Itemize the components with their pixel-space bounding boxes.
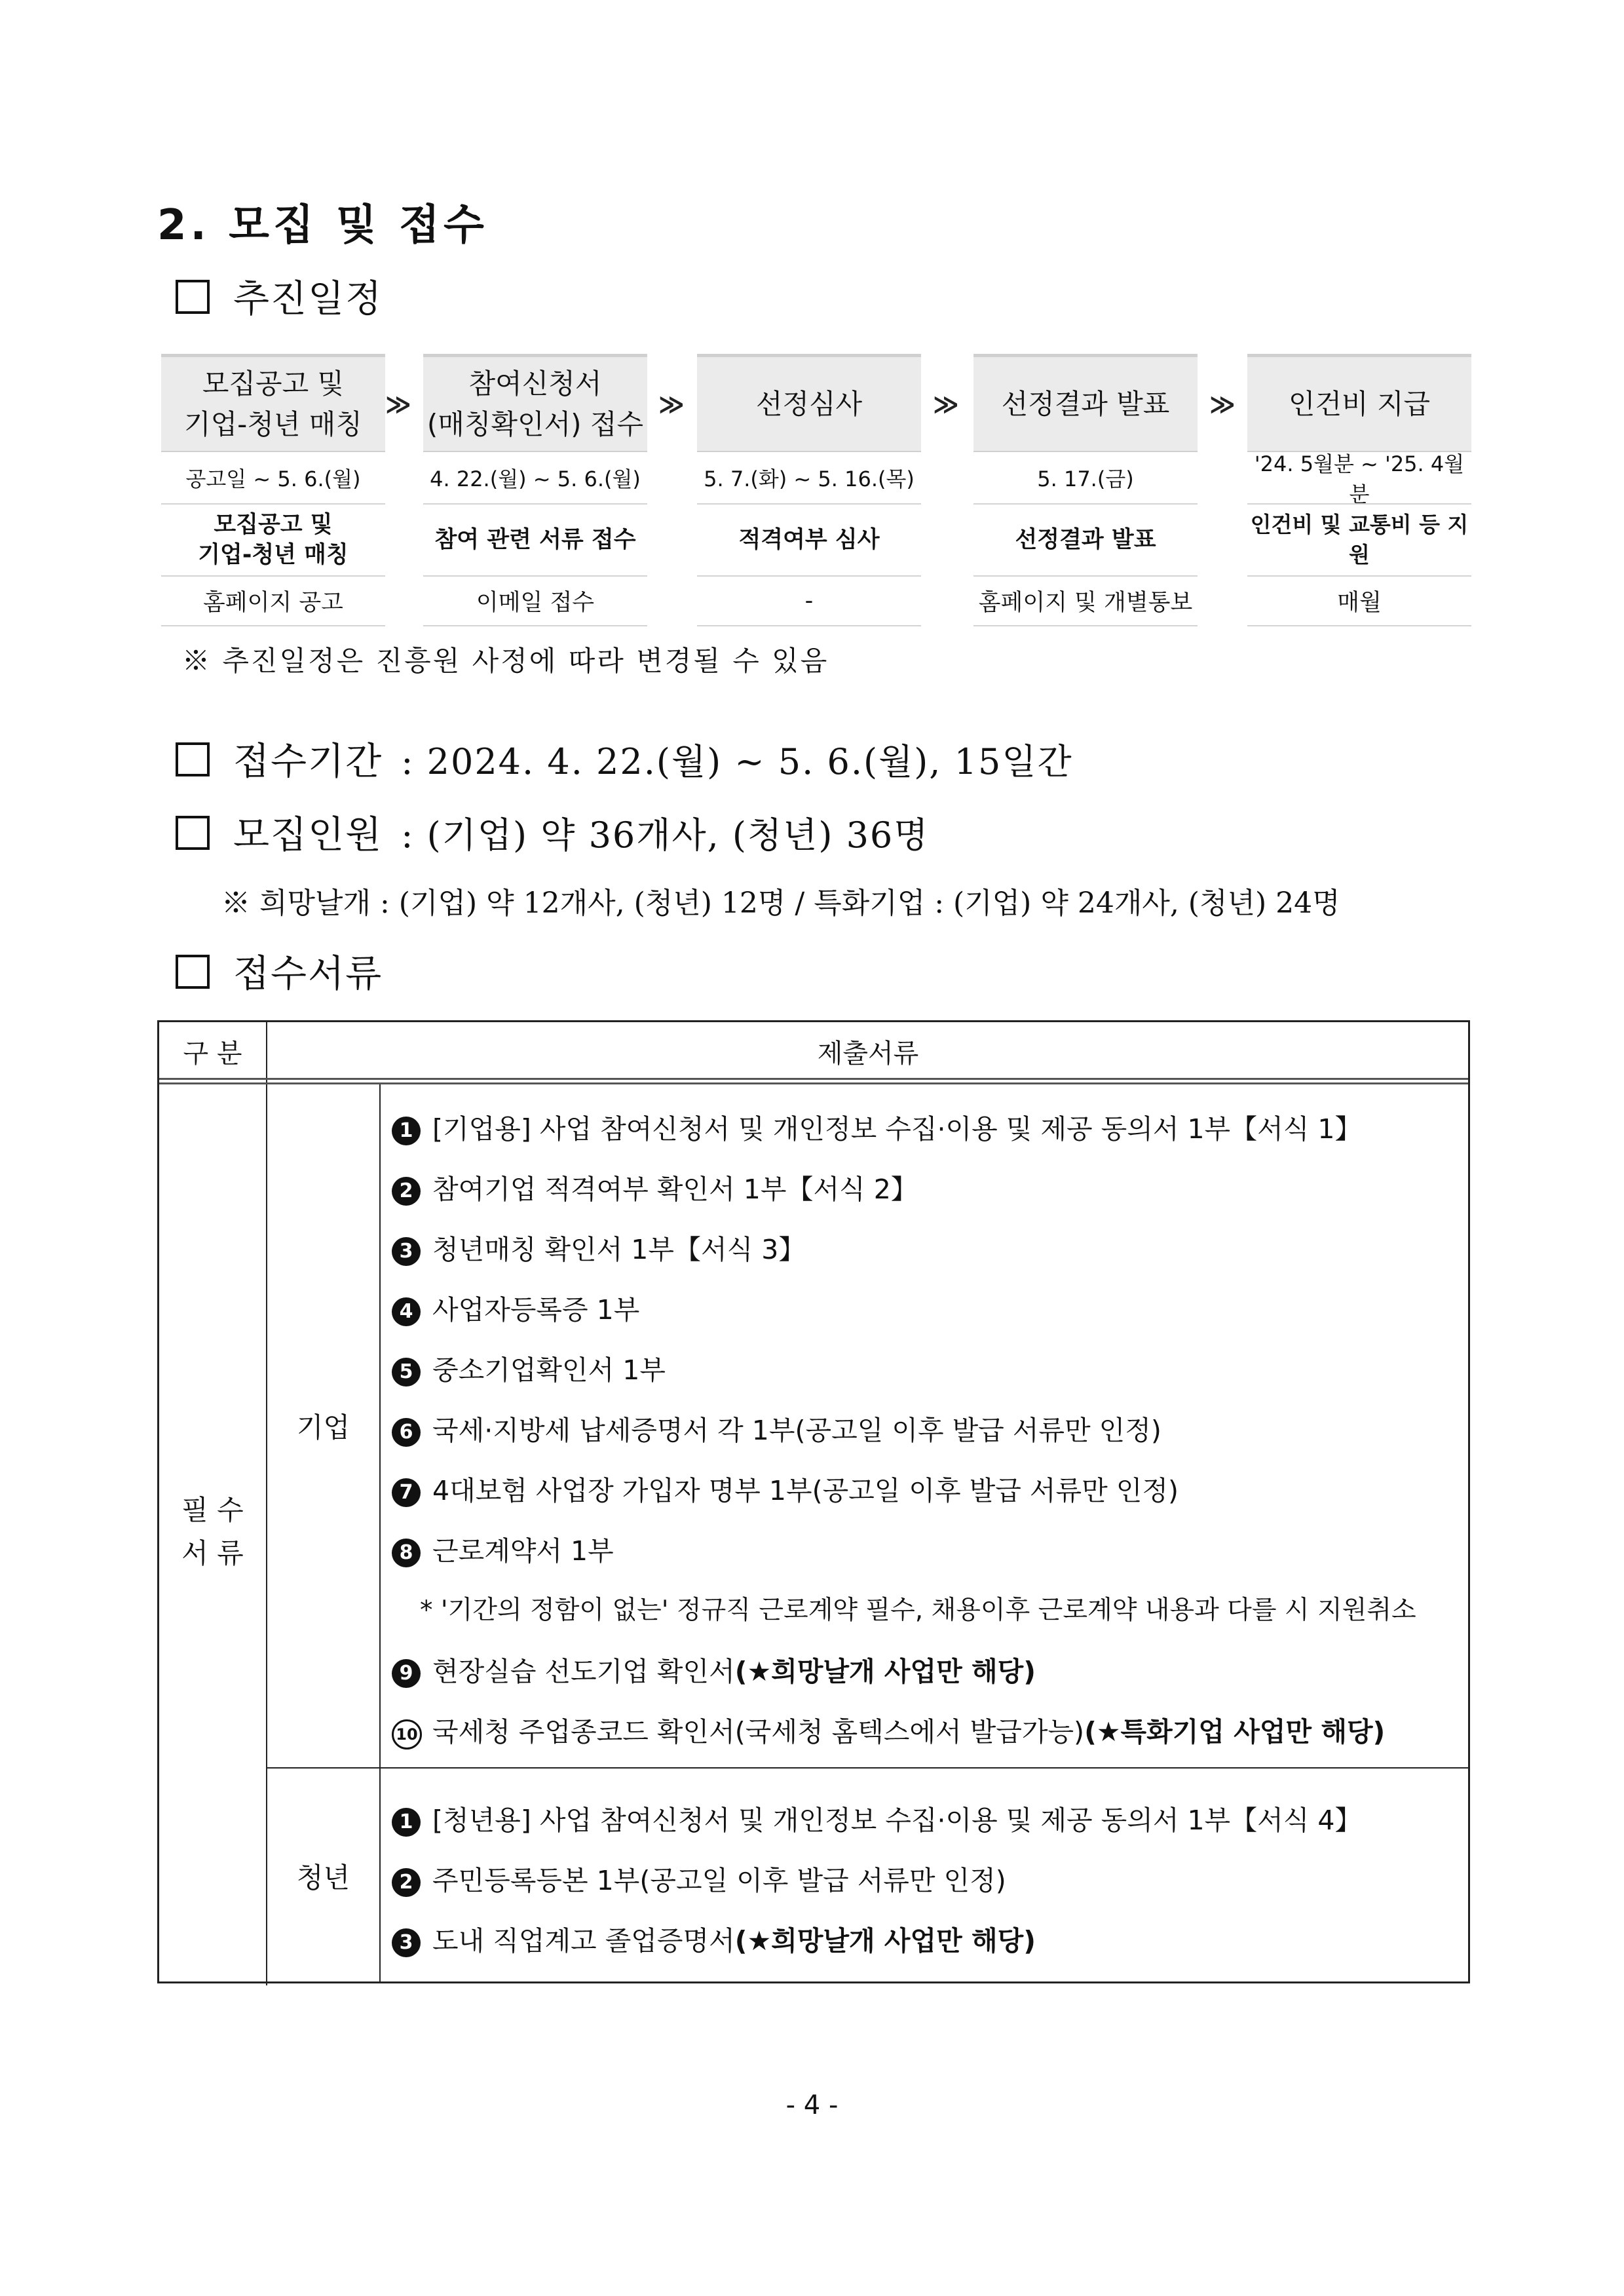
item-number-icon: 2	[392, 1868, 421, 1897]
list-item: 7 4대보험 사업장 가입자 명부 1부(공고일 이후 발급 서류만 인정)	[392, 1469, 1179, 1508]
schedule-step	[423, 354, 647, 626]
section-title: 2. 모집 및 접수	[157, 201, 488, 250]
documents-heading: 접수서류	[176, 944, 383, 997]
checkbox-square-icon	[176, 816, 210, 850]
step-method: 이메일 접수	[423, 577, 647, 626]
contract-sub-note: * '기간의 정함이 없는' 정규직 근로계약 필수, 채용이후 근로계약 내용과 다를 시 지원취소	[420, 1596, 1416, 1625]
list-item: 3 청년매칭 확인서 1부【서식 3】	[392, 1228, 805, 1267]
step-name: 참여신청서 (매칭확인서) 접수	[423, 354, 647, 452]
group-label-required: 필 수 서 류	[181, 1494, 244, 1569]
item-number-icon: 10	[392, 1719, 422, 1750]
row-divider	[266, 1767, 1470, 1769]
step-desc: 선정결과 발표	[973, 505, 1198, 577]
list-item: 8 근로계약서 1부	[392, 1529, 614, 1568]
chevron-right-icon: ≫	[933, 390, 959, 419]
item-number-icon: 1	[392, 1808, 421, 1837]
step-name: 모집공고 및 기업-청년 매칭	[161, 354, 385, 452]
step-method: -	[697, 577, 921, 626]
step-desc: 참여 관련 서류 접수	[423, 505, 647, 577]
chevron-right-icon: ≫	[1209, 390, 1236, 419]
item-number-icon: 4	[392, 1297, 421, 1326]
header-documents: 제출서류	[817, 1038, 919, 1069]
checkbox-square-icon	[176, 280, 210, 314]
step-date: 5. 7.(화) ~ 5. 16.(목)	[697, 452, 921, 505]
page-number: - 4 -	[785, 2090, 839, 2120]
list-item: 3 도내 직업계고 졸업증명서(★희망날개 사업만 해당)	[392, 1919, 1036, 1958]
youth-label: 청년	[296, 1862, 350, 1894]
list-item: 1 [청년용] 사업 참여신청서 및 개인정보 수집·이용 및 제공 동의서 1부【서식 4】	[392, 1799, 1362, 1837]
item-number-icon: 9	[392, 1659, 421, 1688]
schedule-note: ※ 추진일정은 진흥원 사정에 따라 변경될 수 있음	[182, 645, 829, 677]
documents-table	[157, 1020, 1470, 1983]
step-date: 4. 22.(월) ~ 5. 6.(월)	[423, 452, 647, 505]
recruit-note: ※ 희망날개 : (기업) 약 12개사, (청년) 12명 / 특화기업 : (기업) 약 24개사, (청년) 24명	[221, 887, 1340, 920]
recruit-line: 모집인원 : (기업) 약 36개사, (청년) 36명	[176, 805, 929, 858]
chevron-right-icon: ≫	[385, 390, 411, 419]
list-item: 1 [기업용] 사업 참여신청서 및 개인정보 수집·이용 및 제공 동의서 1부【서식 1】	[392, 1107, 1362, 1146]
step-date: 공고일 ~ 5. 6.(월)	[161, 452, 385, 505]
checkbox-square-icon	[176, 742, 210, 776]
item-number-icon: 3	[392, 1928, 421, 1957]
item-number-icon: 2	[392, 1177, 421, 1206]
item-number-icon: 6	[392, 1418, 421, 1447]
item-number-icon: 3	[392, 1237, 421, 1266]
schedule-step	[697, 354, 921, 626]
step-name: 인건비 지급	[1247, 354, 1471, 452]
step-method: 홈페이지 공고	[161, 577, 385, 626]
step-desc: 인건비 및 교통비 등 지원	[1247, 505, 1471, 577]
step-date: '24. 5월분 ~ '25. 4월분	[1247, 452, 1471, 505]
step-desc: 모집공고 및 기업-청년 매칭	[161, 505, 385, 577]
step-method: 매월	[1247, 577, 1471, 626]
schedule-step	[1247, 354, 1471, 626]
schedule-step	[161, 354, 385, 626]
schedule-step	[973, 354, 1198, 626]
list-item: 4 사업자등록증 1부	[392, 1288, 639, 1327]
chevron-right-icon: ≫	[658, 390, 685, 419]
step-method: 홈페이지 및 개별통보	[973, 577, 1198, 626]
list-item: 5 중소기업확인서 1부	[392, 1349, 666, 1387]
column-divider	[379, 1084, 381, 1983]
item-number-icon: 7	[392, 1478, 421, 1507]
header-category: 구 분	[183, 1038, 242, 1069]
step-date: 5. 17.(금)	[973, 452, 1198, 505]
header-divider	[159, 1078, 1468, 1084]
list-item: 2 주민등록등본 1부(공고일 이후 발급 서류만 인정)	[392, 1859, 1006, 1898]
item-number-icon: 1	[392, 1117, 421, 1145]
list-item: 6 국세·지방세 납세증명서 각 1부(공고일 이후 발급 서류만 인정)	[392, 1409, 1161, 1447]
step-desc: 적격여부 심사	[697, 505, 921, 577]
company-label: 기업	[296, 1411, 350, 1444]
item-number-icon: 8	[392, 1539, 421, 1567]
step-name: 선정결과 발표	[973, 354, 1198, 452]
checkbox-square-icon	[176, 955, 210, 989]
list-item: 9 현장실습 선도기업 확인서(★희망날개 사업만 해당)	[392, 1650, 1036, 1689]
period-line: 접수기간 : 2024. 4. 22.(월) ~ 5. 6.(월), 15일간	[176, 731, 1073, 785]
schedule-heading: 추진일정	[176, 269, 383, 322]
list-item: 2 참여기업 적격여부 확인서 1부【서식 2】	[392, 1168, 918, 1206]
step-name: 선정심사	[697, 354, 921, 452]
list-item: 10 국세청 주업종코드 확인서(국세청 홈텍스에서 발급가능)(★특화기업 사업만 해당)	[392, 1710, 1385, 1750]
item-number-icon: 5	[392, 1358, 421, 1387]
